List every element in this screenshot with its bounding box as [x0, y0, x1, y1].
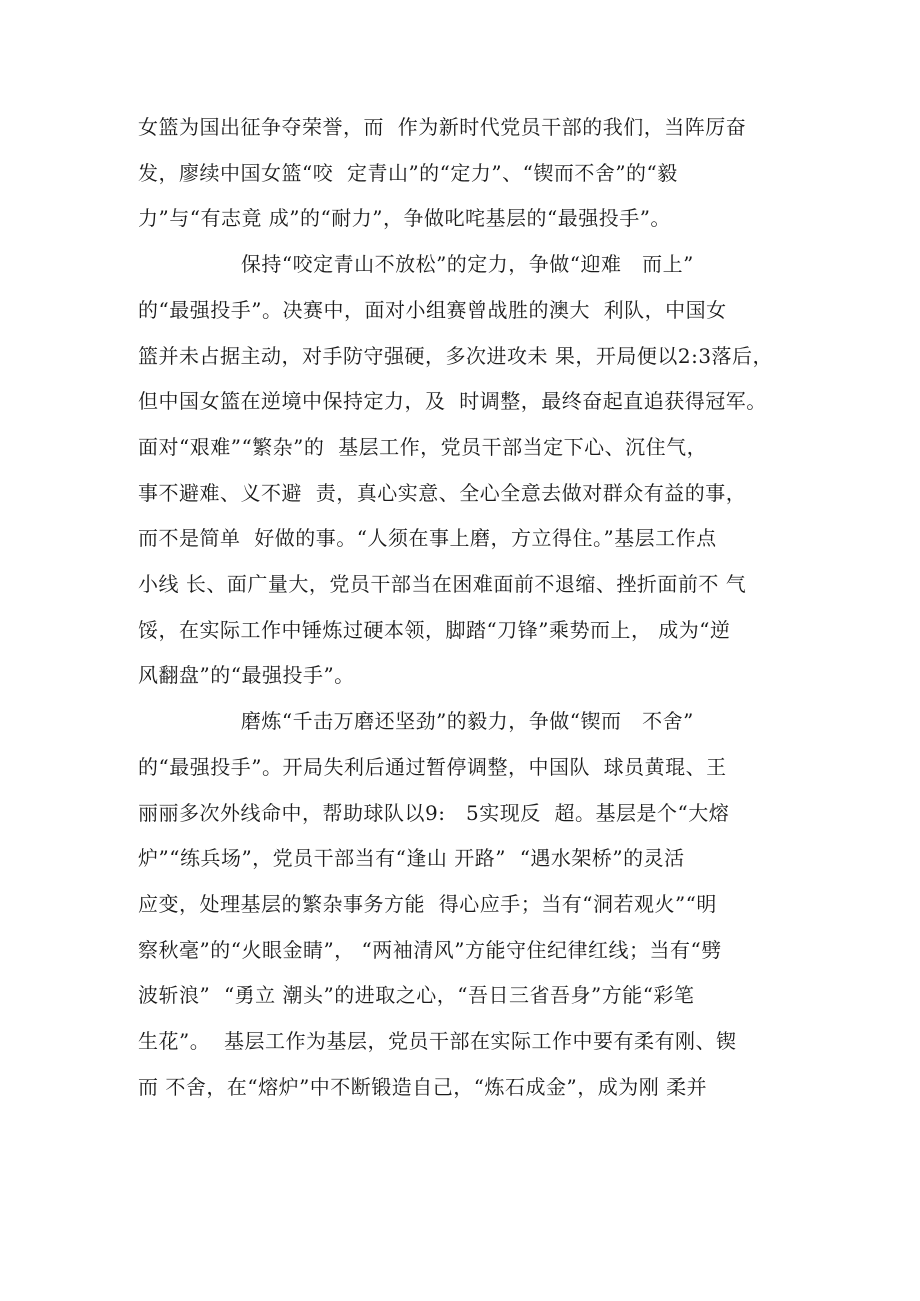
text-line: 发，廖续中国女篮“咬 定青山”的“定力”、“锲而不舍”的“毅: [138, 160, 678, 185]
text-line: 而 不舍，在“熔炉”中不断锻造自己，“炼石成金”，成为刚 柔并: [138, 1074, 708, 1099]
text-line: 女篮为国出征争夺荣誉，而 作为新时代党员干部的我们，当阵厉奋: [138, 115, 747, 139]
text-line: 的“最强投手”。决赛中，面对小组赛曾战胜的澳大 利队，中国女: [138, 297, 727, 322]
text-line: 但中国女篮在逆境中保持定力，及 时调整，最终奋起直追获得冠军。: [138, 389, 767, 414]
text-line: 小线 长、面广量大，党员干部当在困难面前不退缩、挫折面前不 气: [138, 572, 747, 596]
text-line: 磨炼“千击万磨还坚劲”的毅力，争做“锲而 不舍”: [138, 709, 694, 734]
text-line: 篮并未占据主动，对手防守强硬，多次进攻未 果，开局便以2:3落后，: [138, 343, 774, 368]
text-line: 波斩浪” “勇立 潮头”的进取之心，“吾日三省吾身”方能“彩笔: [138, 983, 695, 1008]
text-line: 炉”“练兵场”，党员干部当有“逢山 开路” “遇水架桥”的灵活: [138, 846, 685, 871]
text-line: 力”与“有志竟 成”的“耐力”，争做叱咤基层的“最强投手”。: [138, 206, 671, 231]
text-line: 保持“咬定青山不放松”的定力，争做“迎难 而上”: [138, 252, 694, 277]
text-line: 生花”。 基层工作为基层，党员干部在实际工作中要有柔有刚、锲: [138, 1029, 737, 1053]
text-line: 应变，处理基层的繁杂事务方能 得心应手；当有“洞若观火”“明: [138, 891, 717, 916]
text-line: 风翻盘”的“最强投手”。: [138, 663, 355, 688]
text-line: 事不避难、义不避 责，真心实意、全心全意去做对群众有益的事，: [138, 480, 747, 505]
text-line: 面对“艰难”“繁杂”的 基层工作，党员干部当定下心、沉住气，: [138, 434, 708, 459]
text-line: 馁，在实际工作中锤炼过硬本领，脚踏“刀锋”乘势而上， 成为“逆: [138, 617, 731, 642]
text-line: 察秋毫”的“火眼金睛”， “两袖清风”方能守住纪律红线；当有“劈: [138, 937, 722, 962]
text-line: 的“最强投手”。开局失利后通过暂停调整，中国队 球员黄琨、王: [138, 754, 727, 779]
text-line: 丽丽多次外线命中，帮助球队以9: 5实现反 超。基层是个“大熔: [138, 800, 730, 825]
text-line: 而不是简单 好做的事。“人须在事上磨，方立得住。”基层工作点: [138, 526, 717, 551]
